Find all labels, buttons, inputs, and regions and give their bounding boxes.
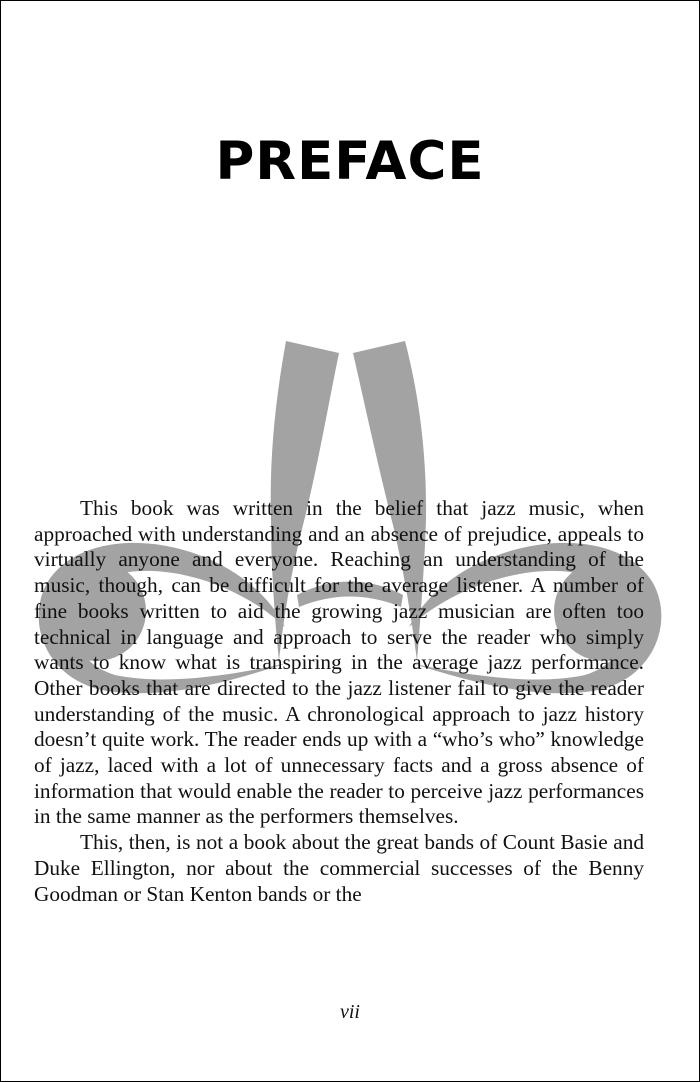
preface-body bbox=[34, 496, 644, 907]
page-title: PREFACE bbox=[215, 131, 485, 192]
paragraph: This book was written in the belief that jazz music, when approached with understanding and an absence of prejudice, appeals to virtually anyone and everyone. Reaching an understanding of the music, though, can be difficult for the average listener. A number of fine books written to aid the growing jazz musician are often too technical in language and approach to serve the reader who simply wants to know what is transpiring in the average jazz performance. Other books that are directed to the jazz listener fail to give the reader understanding of the music. A chronological approach to jazz history doesn’t quite work. The reader ends up with a “who’s who” knowledge of jazz, laced with a lot of unnecessary facts and a gross absence of information that would enable the reader to perceive jazz performances in the same manner as the performers themselves. bbox=[34, 496, 644, 829]
page-number: vii bbox=[340, 1001, 360, 1023]
paragraph: This, then, is not a book about the great bands of Count Basie and Duke Ellington, nor about the commercial successes of the Benny Goodman or Stan Kenton bands or the bbox=[34, 830, 644, 906]
